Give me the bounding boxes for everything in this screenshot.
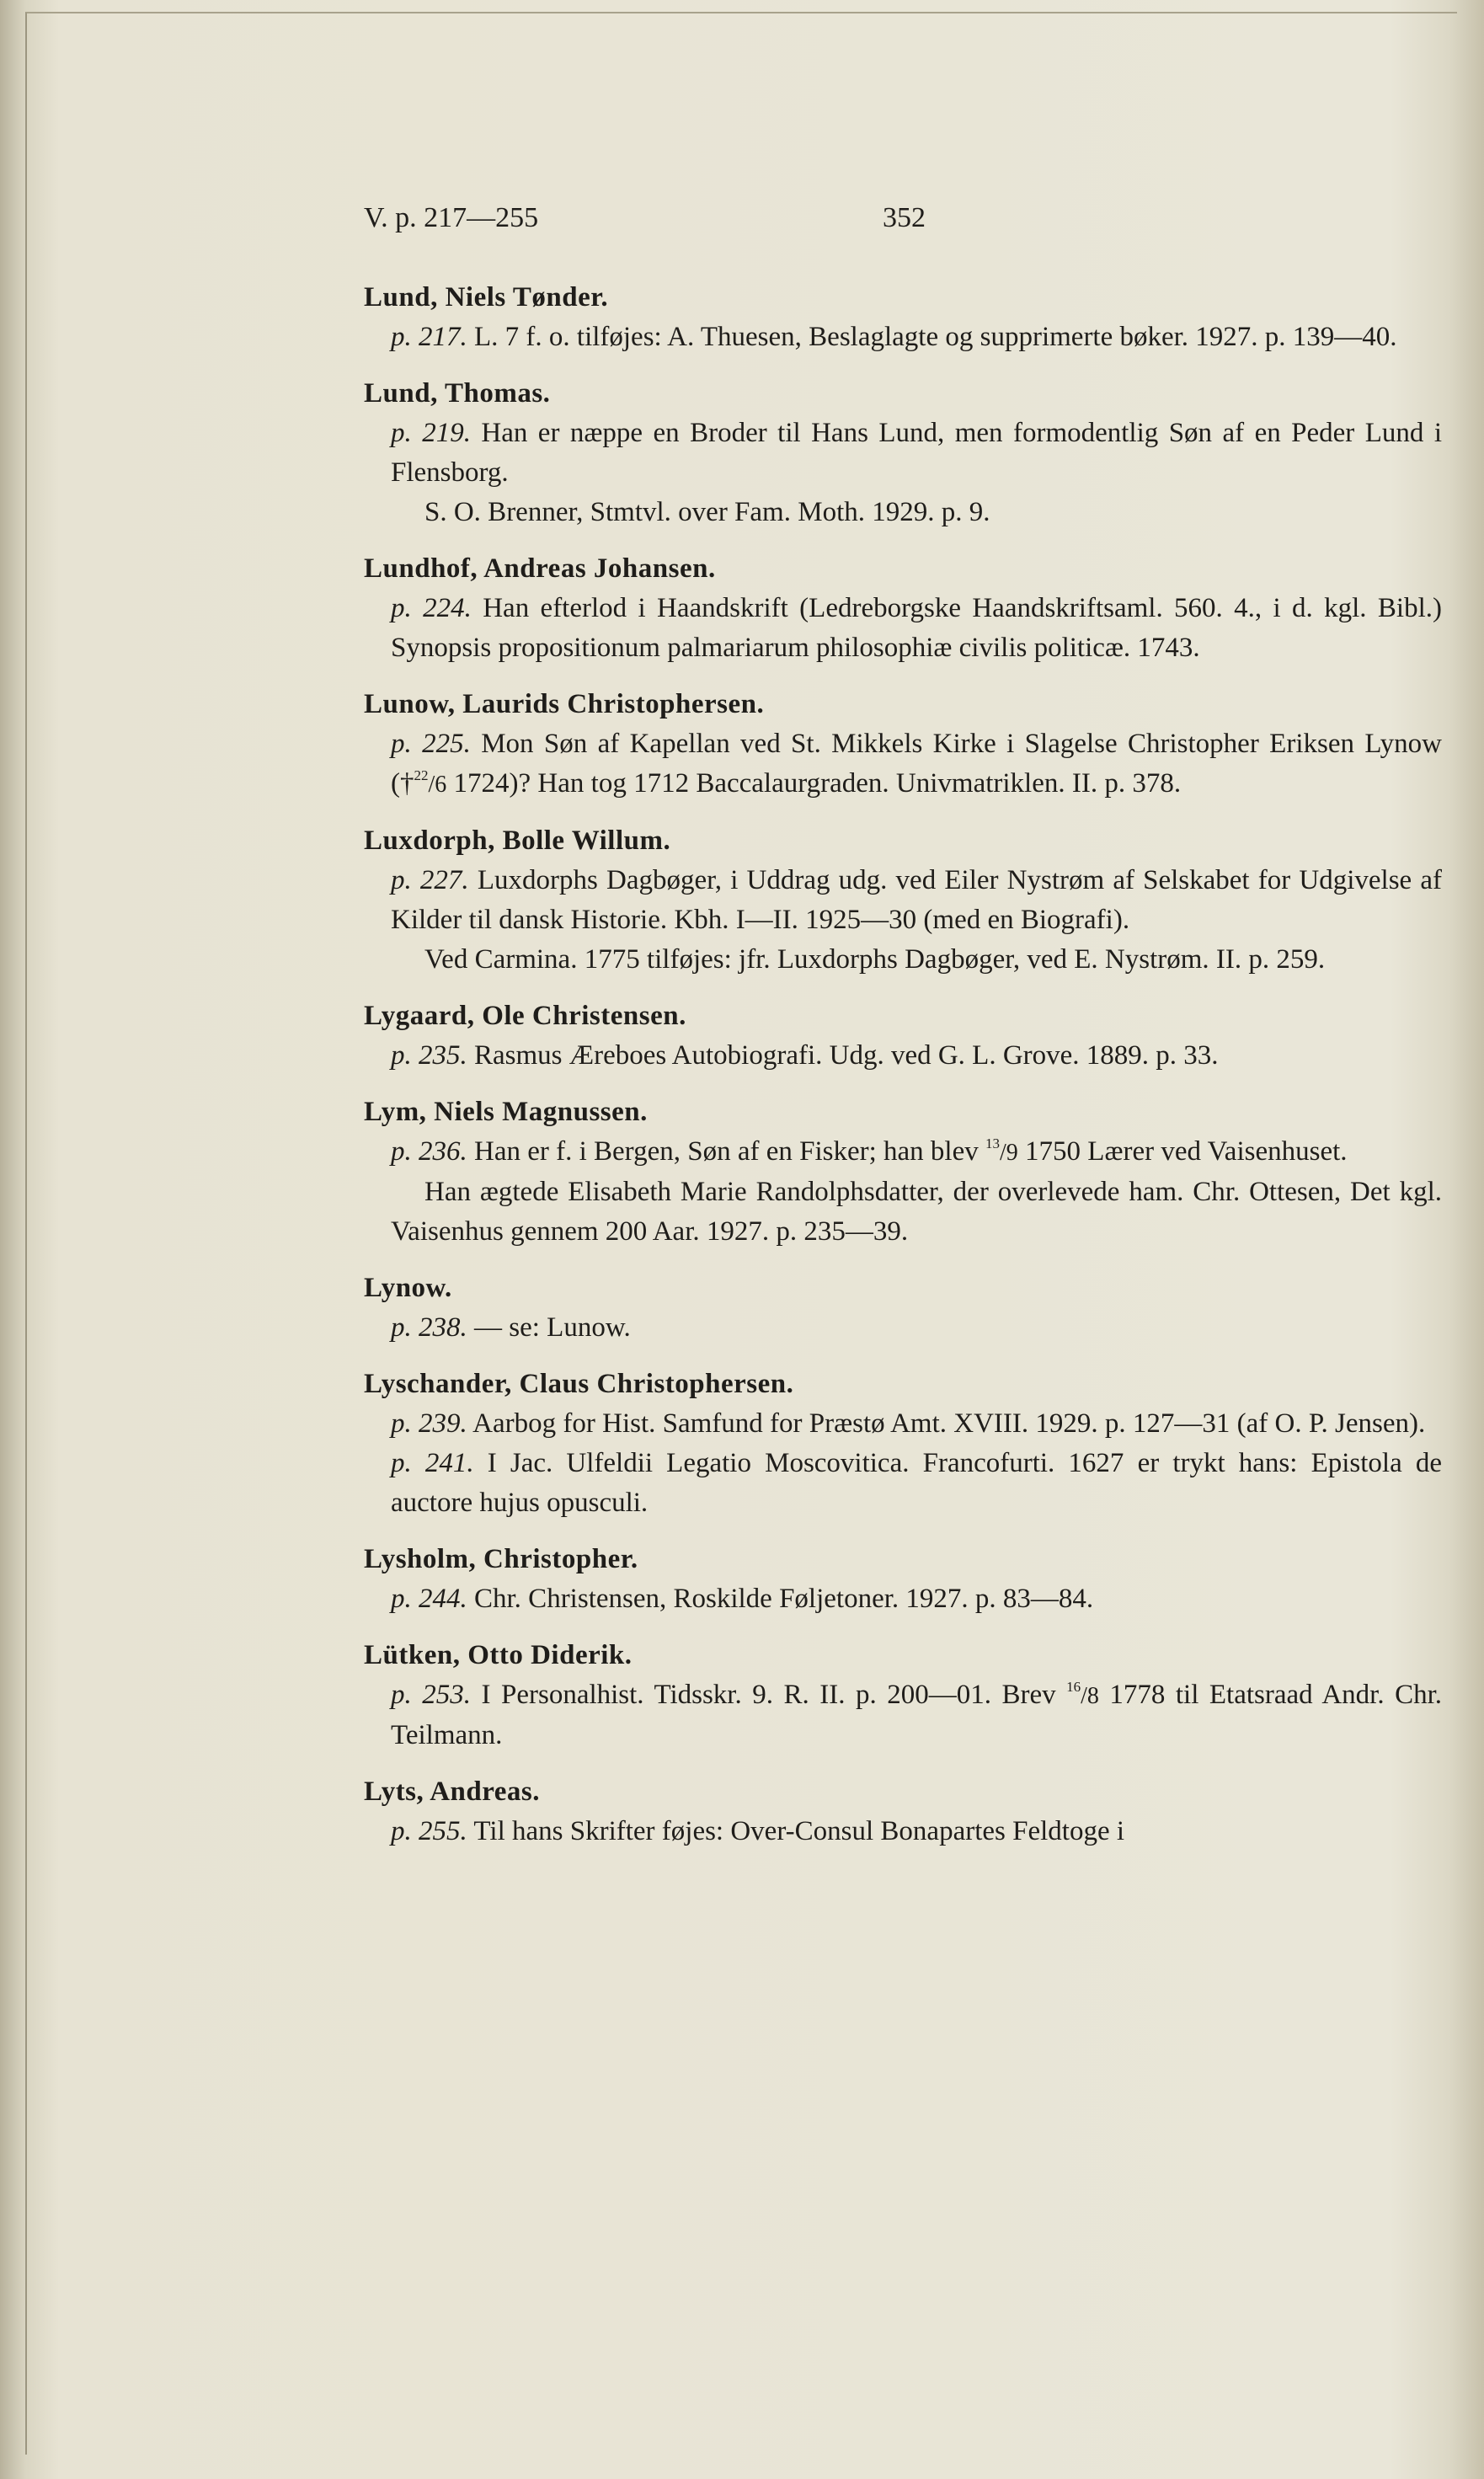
entry-paragraph: [391, 1404, 1442, 1444]
entry-text: Rasmus Æreboes Autobiografi. Udg. ved G. L. Grove. 1889. p. 33.: [467, 1040, 1219, 1071]
entry-text-cont: 1778 til Etatsraad Andr. Chr. Teilmann.: [391, 1680, 1443, 1750]
entry-paragraph: [391, 1036, 1442, 1076]
entry-text: Han efterlod i Haandskrift (Ledreborgske Haandskriftsaml. 560. 4., i d. kgl. Bibl.) Synopsis propositionum palmariarum philosophiæ civilis politicæ. 1743.: [391, 593, 1442, 663]
entry-paragraph: [391, 1444, 1442, 1523]
date-day: 16: [1066, 1679, 1081, 1695]
entry-text-cont: 1724)? Han tog 1712 Baccalaurgraden. Univmatriklen. II. p. 378.: [446, 768, 1182, 799]
entry: [364, 1365, 1442, 1523]
entry-paragraph: [391, 318, 1442, 357]
entry: [364, 1540, 1442, 1619]
page-ref: p. 238.: [391, 1312, 467, 1343]
entry-paragraph: [391, 493, 1442, 532]
page-ref: p. 239.: [391, 1408, 467, 1439]
page-ref: p. 227.: [391, 865, 469, 895]
entry: [364, 278, 1442, 357]
entry-title: Lynow.: [364, 1273, 452, 1303]
entry-title: Luxdorph, Bolle Willum.: [364, 825, 671, 856]
entry: [364, 549, 1442, 668]
section-range: V. p. 217—255: [364, 202, 539, 233]
entry: [364, 1772, 1442, 1851]
date-slash: /: [1000, 1140, 1006, 1166]
entry-paragraph: [391, 724, 1442, 804]
entry: [364, 1093, 1442, 1252]
page-ref: p. 244.: [391, 1584, 467, 1614]
entry-title: Lym, Niels Magnussen.: [364, 1097, 648, 1127]
entry-text: S. O. Brenner, Stmtvl. over Fam. Moth. 1929. p. 9.: [424, 497, 990, 527]
date-day: 13: [985, 1135, 1000, 1151]
entry-text: Ved Carmina. 1775 tilføjes: jfr. Luxdorphs Dagbøger, ved E. Nystrøm. II. p. 259.: [424, 944, 1326, 975]
date-slash: /: [1081, 1683, 1087, 1709]
page-ref: p. 225.: [391, 729, 471, 759]
entry-paragraph: [391, 1812, 1442, 1851]
entry: [364, 996, 1442, 1076]
date-day: 22: [414, 767, 429, 783]
entry-text: Luxdorphs Dagbøger, i Uddrag udg. ved Eiler Nystrøm af Selskabet for Udgivelse af Kilder til dansk Historie. Kbh. I—II. 1925—30 (med en Biografi).: [391, 865, 1443, 935]
entry-paragraph: [391, 1579, 1442, 1619]
date-month: 9: [1006, 1140, 1018, 1166]
entry-text: I Jac. Ulfeldii Legatio Moscovitica. Francofurti. 1627 er trykt hans: Epistola de auctore hujus opusculi.: [391, 1448, 1443, 1518]
entry-paragraph: [391, 1675, 1442, 1755]
date-slash: /: [428, 772, 435, 798]
entry-paragraph: [391, 1132, 1442, 1173]
running-header: [364, 202, 953, 236]
page-ref: p. 217.: [391, 322, 467, 352]
entry-text: Aarbog for Hist. Samfund for Præstø Amt. XVIII. 1929. p. 127—31 (af O. P. Jensen).: [467, 1408, 1426, 1439]
entry-title: Lütken, Otto Diderik.: [364, 1640, 633, 1670]
page-number: 352: [883, 202, 926, 233]
entry: [364, 1636, 1442, 1755]
entry-title: Lundhof, Andreas Johansen.: [364, 553, 716, 584]
entries-list: [364, 278, 1442, 1868]
entry-paragraph: [391, 940, 1442, 980]
entry: [364, 374, 1442, 532]
page-ref: p. 236.: [391, 1136, 467, 1167]
entry-title: Lysholm, Christopher.: [364, 1544, 638, 1574]
entry-text: Chr. Christensen, Roskilde Føljetoner. 1927. p. 83—84.: [467, 1584, 1094, 1614]
entry-text: L. 7 f. o. tilføjes: A. Thuesen, Beslaglagte og supprimerte bøker. 1927. p. 139—40.: [467, 322, 1397, 352]
entry-text: — se: Lunow.: [467, 1312, 631, 1343]
entry-paragraph: [391, 1173, 1442, 1252]
entry: [364, 1269, 1442, 1348]
entry-text: Han ægtede Elisabeth Marie Randolphsdatter, der overlevede ham. Chr. Ottesen, Det kgl. Vaisenhus gennem 200 Aar. 1927. p. 235—39.: [391, 1177, 1442, 1247]
page-ref: p. 235.: [391, 1040, 467, 1071]
entry-text: Til hans Skrifter føjes: Over-Consul Bonapartes Feldtoge i: [467, 1816, 1125, 1846]
page-ref: p. 219.: [391, 418, 471, 448]
entry-title: Lunow, Laurids Christophersen.: [364, 689, 765, 719]
entry: [364, 821, 1442, 980]
entry-title: Lyschander, Claus Christophersen.: [364, 1369, 794, 1399]
date-month: 6: [435, 772, 447, 798]
entry-paragraph: [391, 414, 1442, 493]
page-ref: p. 224.: [391, 593, 472, 623]
entry-text: Han er næppe en Broder til Hans Lund, men formodentlig Søn af en Peder Lund i Flensborg.: [391, 418, 1443, 488]
entry-text: Mon Søn af Kapellan ved St. Mikkels Kirke i Slagelse Christopher Eriksen Lynow (†: [391, 729, 1442, 799]
entry-text: Han er f. i Bergen, Søn af en Fisker; han blev: [467, 1136, 979, 1167]
entry-paragraph: [391, 589, 1442, 668]
date-month: 8: [1086, 1683, 1099, 1709]
entry-title: Lygaard, Ole Christensen.: [364, 1001, 686, 1031]
page-ref: p. 253.: [391, 1680, 471, 1710]
entry: [364, 685, 1442, 804]
entry-title: Lyts, Andreas.: [364, 1776, 541, 1807]
entry-paragraph: [391, 861, 1442, 940]
entry-title: Lund, Niels Tønder.: [364, 282, 609, 313]
entry-text-cont: 1750 Lærer ved Vaisenhuset.: [1017, 1136, 1348, 1167]
entry-title: Lund, Thomas.: [364, 378, 551, 409]
page-ref: p. 241.: [391, 1448, 474, 1478]
entry-text: I Personalhist. Tidsskr. 9. R. II. p. 200—01. Brev: [471, 1680, 1056, 1710]
page-ref: p. 255.: [391, 1816, 467, 1846]
entry-paragraph: [391, 1308, 1442, 1348]
